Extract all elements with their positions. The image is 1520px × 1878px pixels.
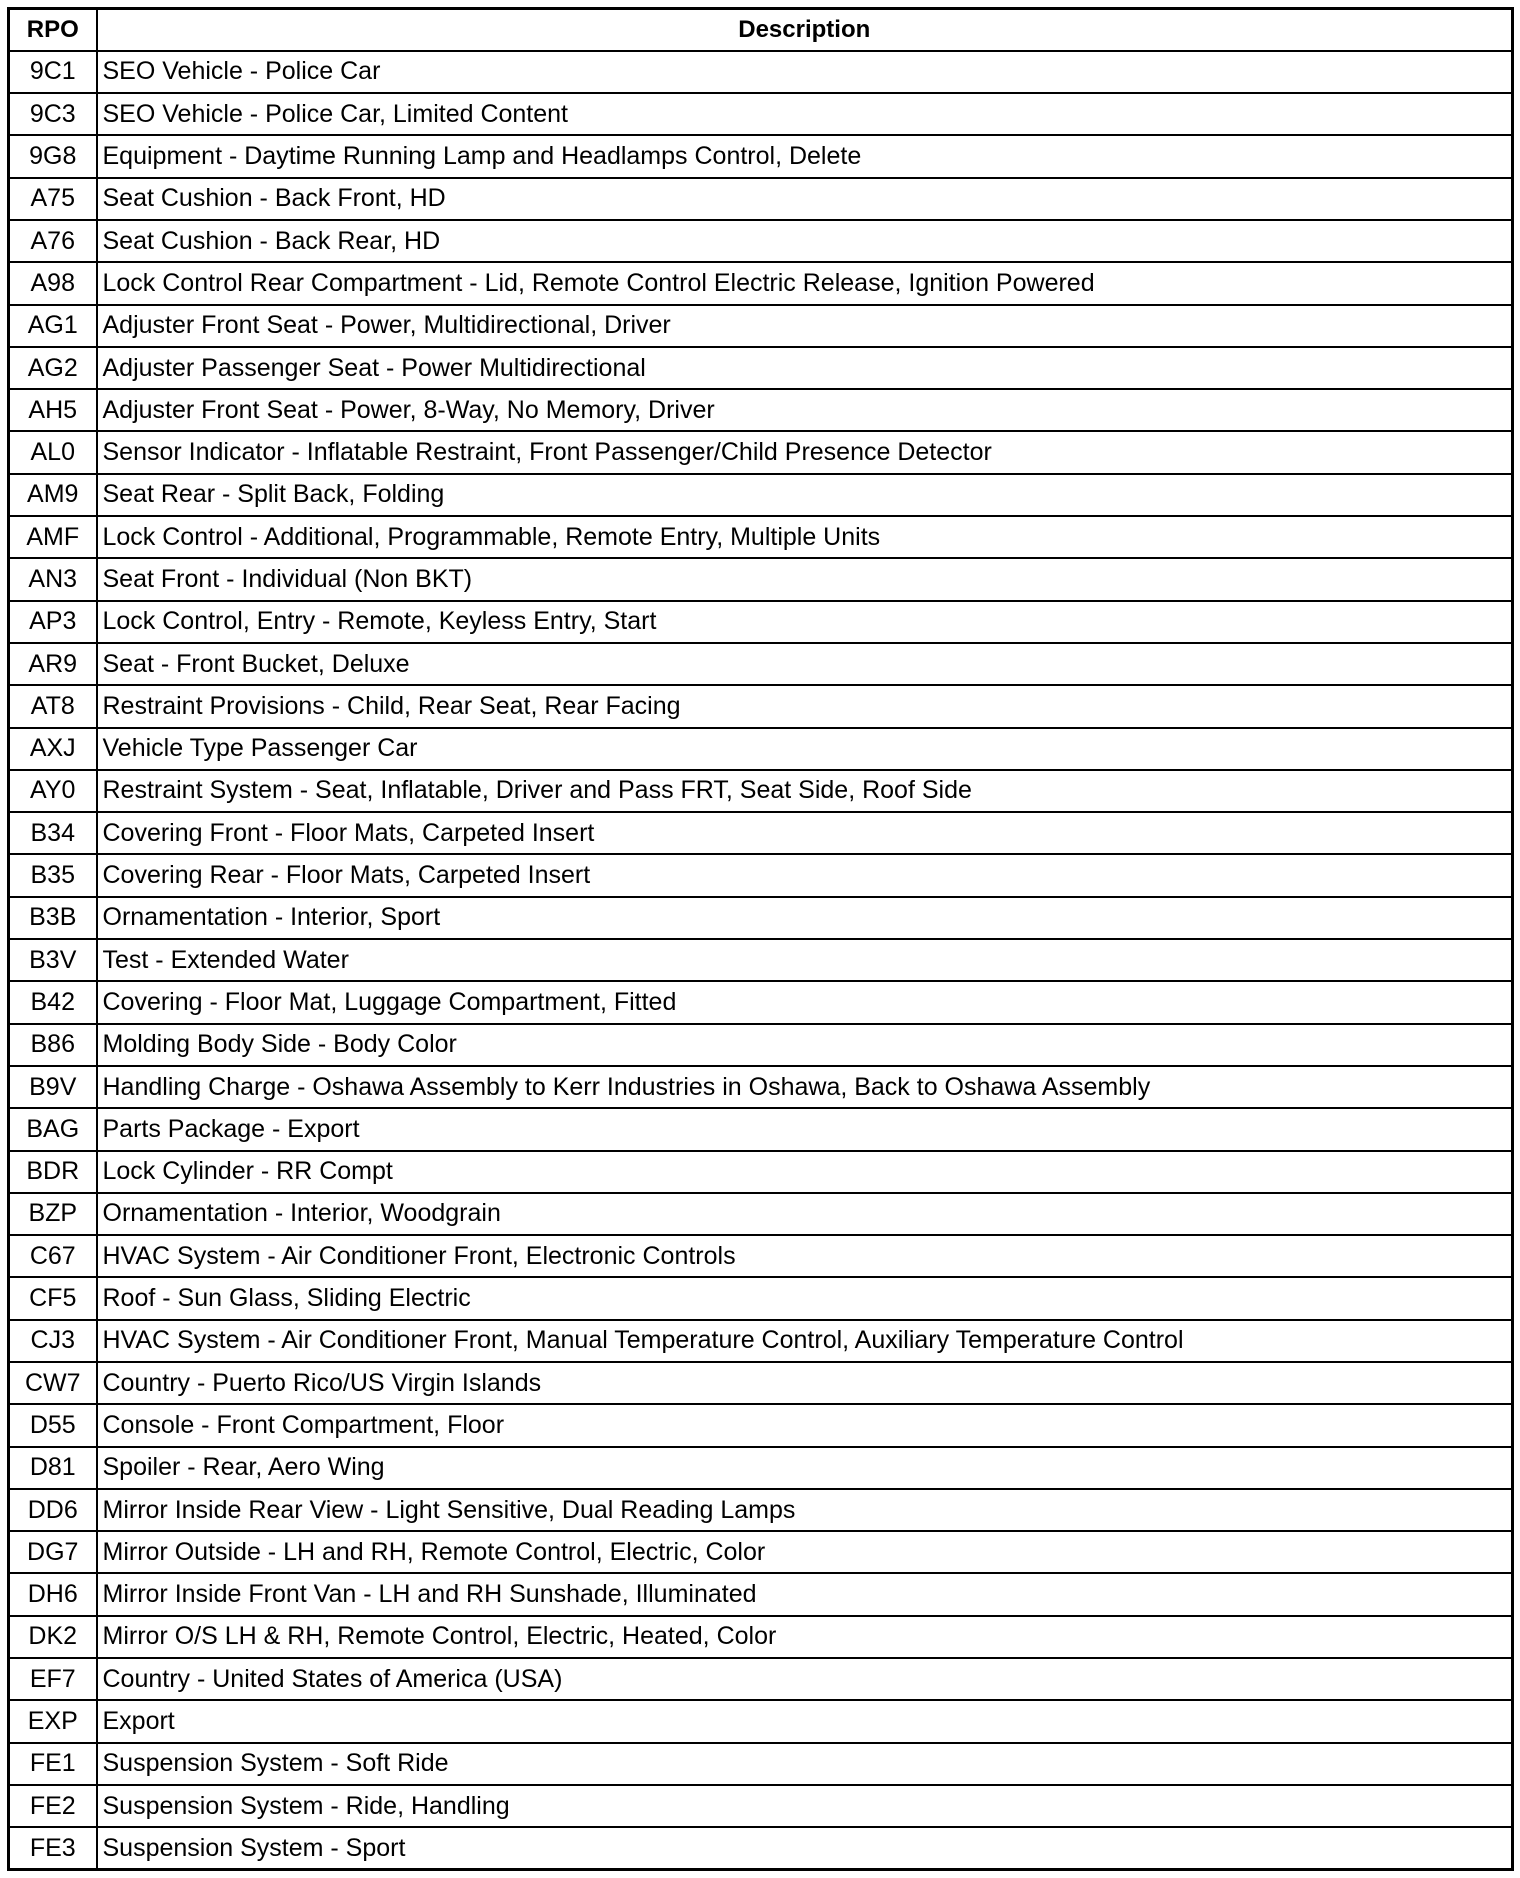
rpo-code-cell: EXP	[9, 1700, 97, 1742]
table-row	[9, 981, 1513, 1023]
table-row	[9, 1024, 1513, 1066]
rpo-code-cell: BDR	[9, 1151, 97, 1193]
table-row	[9, 939, 1513, 981]
description-cell: Suspension System - Sport	[97, 1827, 1513, 1869]
rpo-code-cell: A75	[9, 178, 97, 220]
rpo-code-cell: AT8	[9, 685, 97, 727]
table-row	[9, 389, 1513, 431]
description-cell: HVAC System - Air Conditioner Front, Electronic Controls	[97, 1235, 1513, 1277]
table-row	[9, 643, 1513, 685]
table-row	[9, 1108, 1513, 1150]
rpo-code-cell: BZP	[9, 1193, 97, 1235]
rpo-code-cell: B3B	[9, 897, 97, 939]
rpo-code-cell: A76	[9, 220, 97, 262]
description-cell: Mirror Inside Front Van - LH and RH Sunshade, Illuminated	[97, 1573, 1513, 1615]
description-cell: Lock Control Rear Compartment - Lid, Remote Control Electric Release, Ignition Powered	[97, 262, 1513, 304]
description-cell: Restraint Provisions - Child, Rear Seat, Rear Facing	[97, 685, 1513, 727]
rpo-code-cell: AP3	[9, 601, 97, 643]
description-cell: Suspension System - Ride, Handling	[97, 1785, 1513, 1827]
table-row	[9, 558, 1513, 600]
table-row	[9, 1193, 1513, 1235]
rpo-code-cell: DD6	[9, 1489, 97, 1531]
rpo-code-cell: AL0	[9, 431, 97, 473]
description-cell: Country - United States of America (USA)	[97, 1658, 1513, 1700]
rpo-code-cell: AH5	[9, 389, 97, 431]
table-row	[9, 1489, 1513, 1531]
table-row	[9, 1743, 1513, 1785]
table-row	[9, 728, 1513, 770]
rpo-code-cell: B34	[9, 812, 97, 854]
rpo-code-cell: AM9	[9, 474, 97, 516]
description-cell: Ornamentation - Interior, Sport	[97, 897, 1513, 939]
table-body	[9, 51, 1513, 1870]
table-row	[9, 1235, 1513, 1277]
table-row	[9, 1573, 1513, 1615]
table-header-row	[9, 9, 1513, 51]
description-cell: HVAC System - Air Conditioner Front, Manual Temperature Control, Auxiliary Temperature Control	[97, 1320, 1513, 1362]
rpo-code-cell: AMF	[9, 516, 97, 558]
rpo-code-cell: AN3	[9, 558, 97, 600]
description-cell: SEO Vehicle - Police Car, Limited Content	[97, 93, 1513, 135]
description-cell: Lock Control - Additional, Programmable, Remote Entry, Multiple Units	[97, 516, 1513, 558]
rpo-code-cell: C67	[9, 1235, 97, 1277]
description-cell: Covering Rear - Floor Mats, Carpeted Insert	[97, 854, 1513, 896]
rpo-code-cell: AR9	[9, 643, 97, 685]
table-row	[9, 220, 1513, 262]
table-row	[9, 854, 1513, 896]
rpo-code-cell: AG1	[9, 305, 97, 347]
rpo-code-cell: 9G8	[9, 135, 97, 177]
description-cell: Adjuster Passenger Seat - Power Multidirectional	[97, 347, 1513, 389]
description-cell: Restraint System - Seat, Inflatable, Driver and Pass FRT, Seat Side, Roof Side	[97, 770, 1513, 812]
rpo-code-cell: CW7	[9, 1362, 97, 1404]
rpo-code-cell: B3V	[9, 939, 97, 981]
description-cell: Spoiler - Rear, Aero Wing	[97, 1447, 1513, 1489]
description-cell: Mirror Outside - LH and RH, Remote Control, Electric, Color	[97, 1531, 1513, 1573]
rpo-code-cell: AY0	[9, 770, 97, 812]
table-row	[9, 1616, 1513, 1658]
description-cell: Roof - Sun Glass, Sliding Electric	[97, 1277, 1513, 1319]
rpo-code-cell: D81	[9, 1447, 97, 1489]
table-row	[9, 1277, 1513, 1319]
rpo-code-cell: FE2	[9, 1785, 97, 1827]
rpo-code-cell: EF7	[9, 1658, 97, 1700]
rpo-code-cell: B42	[9, 981, 97, 1023]
rpo-code-cell: B9V	[9, 1066, 97, 1108]
description-cell: Console - Front Compartment, Floor	[97, 1404, 1513, 1446]
table-row	[9, 305, 1513, 347]
description-cell: Seat Rear - Split Back, Folding	[97, 474, 1513, 516]
table-row	[9, 1320, 1513, 1362]
rpo-code-cell: D55	[9, 1404, 97, 1446]
rpo-code-cell: DK2	[9, 1616, 97, 1658]
description-cell: Country - Puerto Rico/US Virgin Islands	[97, 1362, 1513, 1404]
description-cell: Mirror O/S LH & RH, Remote Control, Electric, Heated, Color	[97, 1616, 1513, 1658]
description-cell: Sensor Indicator - Inflatable Restraint, Front Passenger/Child Presence Detector	[97, 431, 1513, 473]
description-cell: Seat Cushion - Back Front, HD	[97, 178, 1513, 220]
rpo-code-cell: 9C1	[9, 51, 97, 93]
description-cell: Mirror Inside Rear View - Light Sensitive, Dual Reading Lamps	[97, 1489, 1513, 1531]
description-cell: Molding Body Side - Body Color	[97, 1024, 1513, 1066]
table-row	[9, 93, 1513, 135]
table-row	[9, 431, 1513, 473]
rpo-code-cell: DG7	[9, 1531, 97, 1573]
table-row	[9, 178, 1513, 220]
rpo-code-cell: CJ3	[9, 1320, 97, 1362]
table-row	[9, 262, 1513, 304]
table-row	[9, 1658, 1513, 1700]
description-cell: Lock Cylinder - RR Compt	[97, 1151, 1513, 1193]
table-row	[9, 1151, 1513, 1193]
description-cell: Seat Cushion - Back Rear, HD	[97, 220, 1513, 262]
table-row	[9, 1362, 1513, 1404]
rpo-code-cell: DH6	[9, 1573, 97, 1615]
rpo-code-cell: A98	[9, 262, 97, 304]
description-cell: Suspension System - Soft Ride	[97, 1743, 1513, 1785]
table-row	[9, 347, 1513, 389]
rpo-code-cell: FE1	[9, 1743, 97, 1785]
rpo-code-cell: B35	[9, 854, 97, 896]
description-cell: Parts Package - Export	[97, 1108, 1513, 1150]
description-cell: Test - Extended Water	[97, 939, 1513, 981]
table-row	[9, 897, 1513, 939]
description-cell: Seat Front - Individual (Non BKT)	[97, 558, 1513, 600]
table-row	[9, 1404, 1513, 1446]
table-row	[9, 1700, 1513, 1742]
rpo-code-table	[7, 7, 1514, 1871]
table-row	[9, 516, 1513, 558]
table-row	[9, 1066, 1513, 1108]
description-cell: Vehicle Type Passenger Car	[97, 728, 1513, 770]
description-cell: Covering - Floor Mat, Luggage Compartment, Fitted	[97, 981, 1513, 1023]
table-row	[9, 1827, 1513, 1869]
rpo-code-cell: B86	[9, 1024, 97, 1066]
rpo-table-container	[7, 7, 1511, 1871]
table-row	[9, 1785, 1513, 1827]
table-row	[9, 812, 1513, 854]
table-row	[9, 1447, 1513, 1489]
rpo-code-cell: BAG	[9, 1108, 97, 1150]
table-row	[9, 1531, 1513, 1573]
description-cell: SEO Vehicle - Police Car	[97, 51, 1513, 93]
description-cell: Covering Front - Floor Mats, Carpeted Insert	[97, 812, 1513, 854]
description-cell: Ornamentation - Interior, Woodgrain	[97, 1193, 1513, 1235]
rpo-code-cell: FE3	[9, 1827, 97, 1869]
table-row	[9, 685, 1513, 727]
rpo-code-cell: 9C3	[9, 93, 97, 135]
rpo-code-cell: AXJ	[9, 728, 97, 770]
rpo-code-cell: AG2	[9, 347, 97, 389]
column-header-rpo: RPO	[9, 9, 97, 51]
description-cell: Adjuster Front Seat - Power, 8-Way, No Memory, Driver	[97, 389, 1513, 431]
table-row	[9, 474, 1513, 516]
description-cell: Adjuster Front Seat - Power, Multidirectional, Driver	[97, 305, 1513, 347]
description-cell: Export	[97, 1700, 1513, 1742]
rpo-code-cell: CF5	[9, 1277, 97, 1319]
description-cell: Seat - Front Bucket, Deluxe	[97, 643, 1513, 685]
table-row	[9, 135, 1513, 177]
column-header-description: Description	[97, 9, 1513, 51]
description-cell: Handling Charge - Oshawa Assembly to Kerr Industries in Oshawa, Back to Oshawa Assembly	[97, 1066, 1513, 1108]
table-row	[9, 770, 1513, 812]
table-row	[9, 601, 1513, 643]
table-row	[9, 51, 1513, 93]
description-cell: Equipment - Daytime Running Lamp and Headlamps Control, Delete	[97, 135, 1513, 177]
description-cell: Lock Control, Entry - Remote, Keyless Entry, Start	[97, 601, 1513, 643]
